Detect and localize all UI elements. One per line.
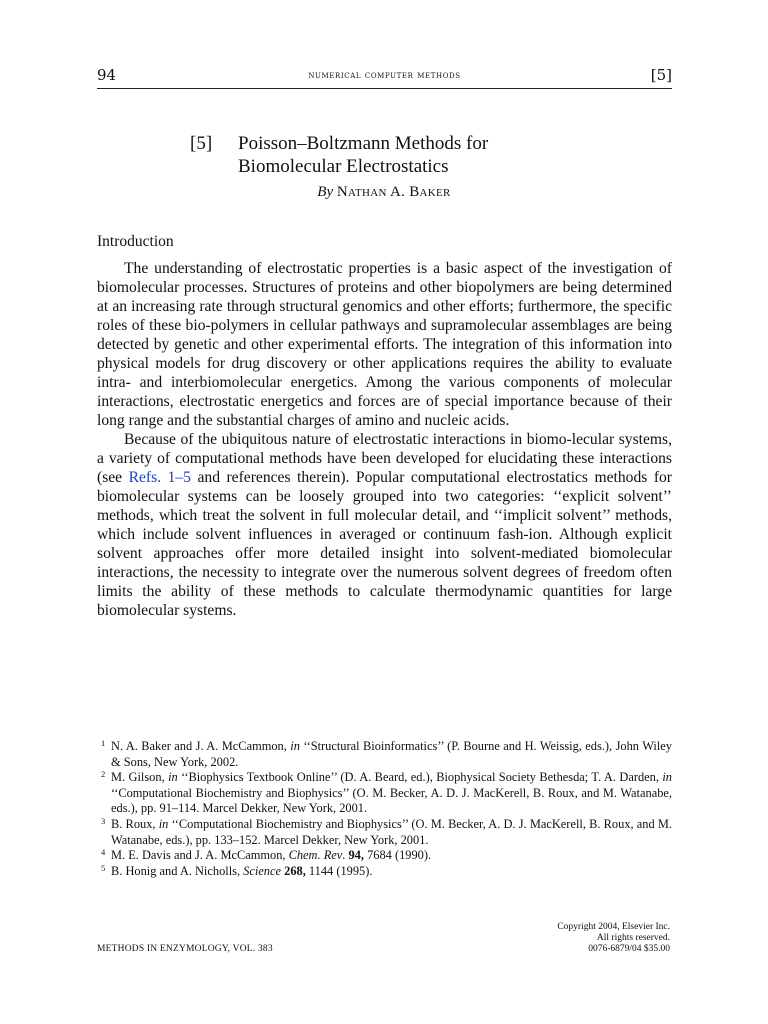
running-head xyxy=(97,66,672,89)
paragraph-2-text-a: Because of the ubiquitous nature of electrostatic interactions in biomo-lecular systems, a variety of computational methods have been developed for elucidating these interactions (see xyxy=(97,431,672,486)
rights-line: All rights reserved. xyxy=(596,933,670,943)
footnote-2 xyxy=(97,770,672,817)
footnote-marker: 2 xyxy=(101,769,106,780)
footnote-4 xyxy=(97,848,672,864)
article-title xyxy=(190,132,610,178)
paragraph-2-text-b: and references therein). Popular computational electrostatics methods for biomolecular systems can be loosely grouped into two categories: ‘‘explicit solvent’’ methods, which treat the solvent in full molecular detail, and ‘‘implicit solvent’’ methods, which include solvent influences in averaged or continuum fash-ion. Although explicit solvent approaches offer more detailed insight into solvent-mediated biomolecular interactions, the necessity to integrate over the numerous solvent degrees of freedom often limits the ability of these methods to calculate thermodynamic quantities for large biomolecular systems. xyxy=(97,469,672,619)
footnote-1 xyxy=(97,739,672,770)
footnote-text: ‘‘Computational Biochemistry and Biophysics’’ (O. M. Becker, A. D. J. MacKerell, B. Roux, and M. Watanabe, eds.), pp. 133–152. Marcel Dekker, New York, 2001. xyxy=(111,816,672,847)
copyright-line: Copyright 2004, Elsevier Inc. xyxy=(557,922,670,932)
byline xyxy=(0,184,768,201)
footnote-text: ‘‘Structural Bioinformatics’’ (P. Bourne and H. Weissig, eds.), John Wiley & Sons, New York, 2002. xyxy=(111,739,672,769)
footnote-marker: 1 xyxy=(101,738,106,748)
running-title: numerical computer methods xyxy=(308,70,461,81)
article-number: [5] xyxy=(190,133,213,154)
footnote-text: ‘‘Biophysics Textbook Online’’ (D. A. Beard, ed.), Biophysical Society Bethesda; T. A. Darden, xyxy=(177,770,663,785)
page-number: 94 xyxy=(97,66,117,84)
footnote-3 xyxy=(97,817,672,848)
footnote-bold: 94, xyxy=(348,848,364,863)
footnote-italic: Chem. Rev xyxy=(288,848,343,863)
footnote-text: . xyxy=(342,848,349,863)
footnote-5 xyxy=(97,864,672,880)
footnote-text: 1144 (1995). xyxy=(305,863,373,878)
footnote-text: B. Roux, xyxy=(111,816,159,831)
footnote-text: M. E. Davis and J. A. McCammon, xyxy=(111,848,289,863)
footnote-text: B. Honig and A. Nicholls, xyxy=(111,863,244,878)
footnote-italic: in xyxy=(290,739,300,753)
footnotes xyxy=(97,739,672,879)
footnote-text: ‘‘Computational Biochemistry and Biophysics’’ (O. M. Becker, A. D. J. MacKerell, B. Roux, and M. Watanabe, eds.), pp. 91–114. Marcel Dekker, New York, 2001. xyxy=(111,785,672,816)
title-line-1: Poisson–Boltzmann Methods for xyxy=(238,133,489,154)
journal-volume: METHODS IN ENZYMOLOGY, VOL. 383 xyxy=(97,944,273,954)
copyright-notice xyxy=(557,922,670,955)
footnote-text: N. A. Baker and J. A. McCammon, xyxy=(111,739,291,753)
footnote-text: 7684 (1990). xyxy=(363,848,432,863)
footnote-italic: in xyxy=(158,816,169,831)
footnote-text: M. Gilson, xyxy=(111,770,169,785)
footnote-marker: 3 xyxy=(101,815,106,826)
footnote-marker: 4 xyxy=(101,847,106,858)
paragraph-2 xyxy=(97,430,672,620)
section-heading: Introduction xyxy=(97,233,174,250)
footnote-italic: in xyxy=(168,770,178,785)
body-text xyxy=(97,259,672,620)
author-name: Nathan A. Baker xyxy=(336,184,451,200)
paragraph-1: The understanding of electrostatic properties is a basic aspect of the investigation of biomolecular processes. Structures of proteins and other biopolymers are being determined at an increasing rate through structural genomics and other efforts; furthermore, the specific roles of these bio-polymers in cellular pathways and supramolecular assemblages are being detected by genetic and other experimental efforts. The integration of this information into physical models for drug discovery or other applications requires the ability to evaluate intra- and interbiomolecular energetics. Among the various components of molecular interactions, electrostatic energetics and forces are of special importance because of their long range and the substantial charges of amino and nucleic acids. xyxy=(97,260,672,429)
footnote-bold: 268, xyxy=(284,863,306,878)
issn-line: 0076-6879/04 $35.00 xyxy=(588,944,670,954)
footnote-italic: Science xyxy=(243,863,282,878)
section-number: [5] xyxy=(650,66,672,84)
by-label: By xyxy=(317,184,334,200)
refs-link[interactable]: Refs. 1–5 xyxy=(128,469,191,486)
footnote-marker: 5 xyxy=(101,862,106,873)
title-line-2: Biomolecular Electrostatics xyxy=(238,156,449,177)
footnote-italic: in xyxy=(662,770,672,785)
